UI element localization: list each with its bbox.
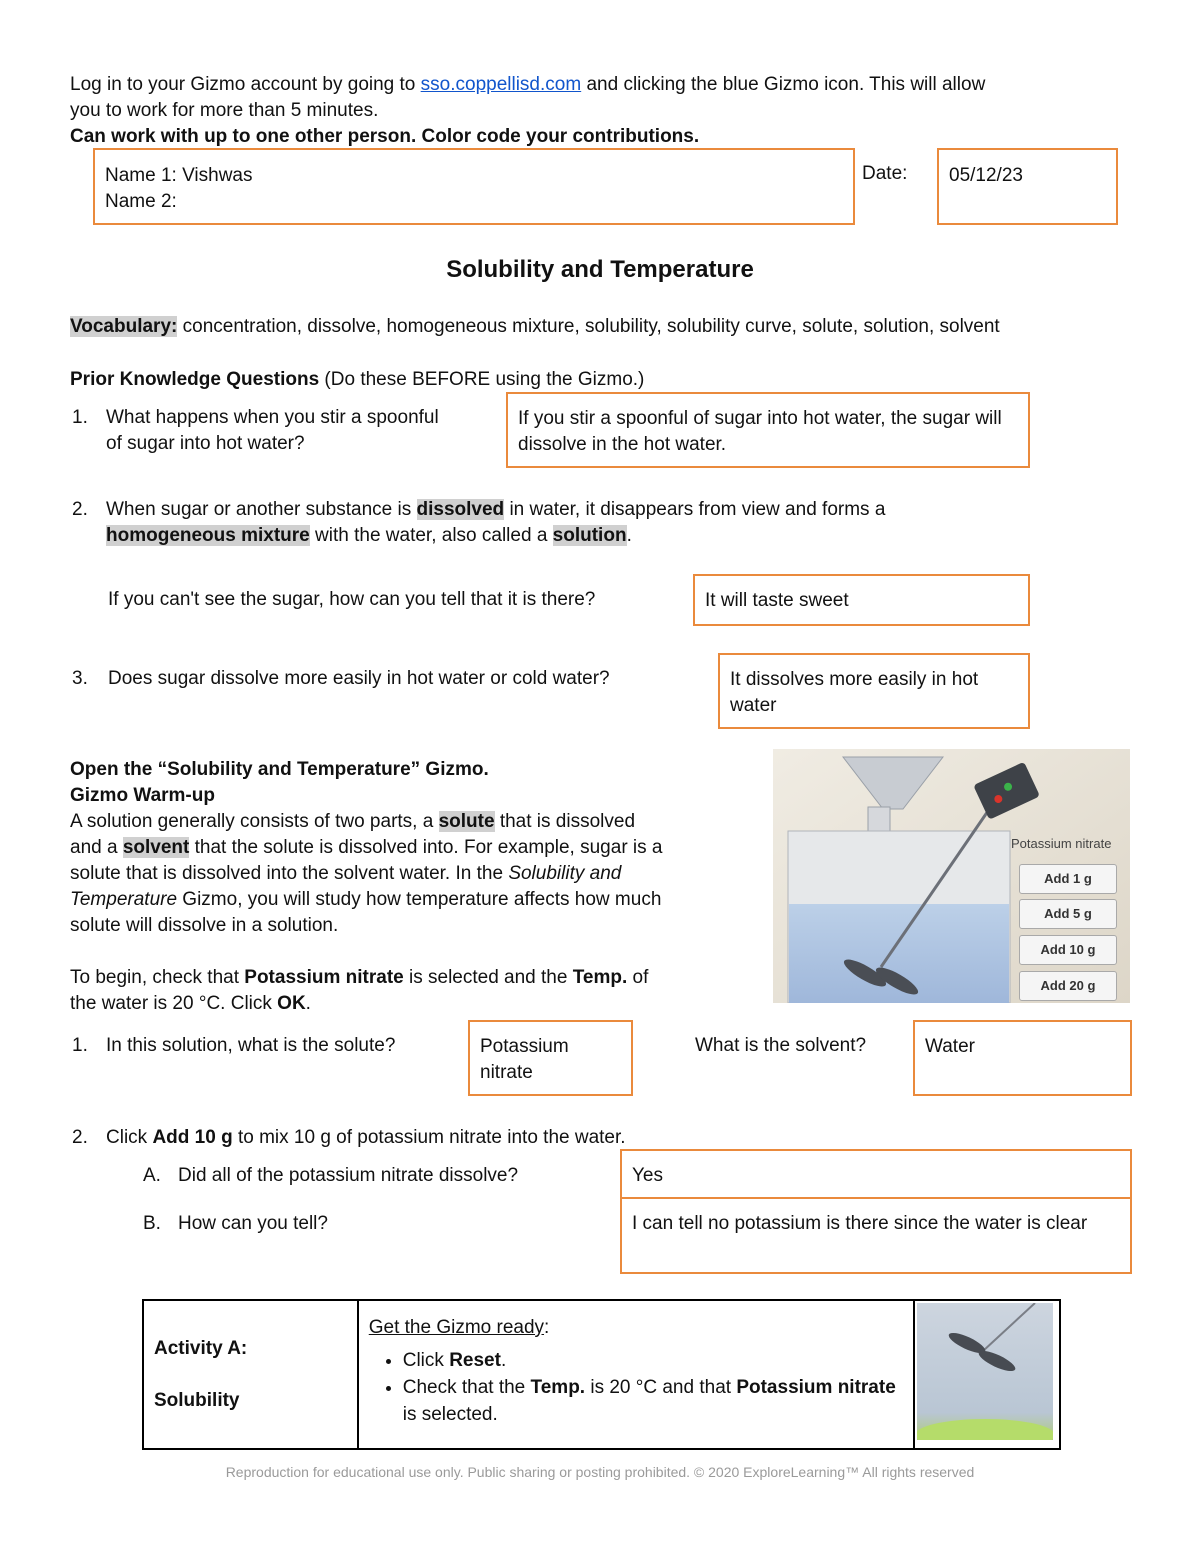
vocabulary-label: Vocabulary:: [70, 316, 178, 337]
answer-prior-2[interactable]: It will taste sweet: [693, 574, 1030, 626]
answer-dissolve[interactable]: Yes: [620, 1149, 1132, 1199]
warmup-heading: Gizmo Warm-up: [70, 785, 215, 806]
page-title: Solubility and Temperature: [446, 256, 754, 283]
activity-instructions-cell: Get the Gizmo ready: • Click Reset. • Check that the Temp. is 20 °C and that Potassium nitrate is selected.: [358, 1300, 915, 1449]
question-number: 2.: [72, 499, 88, 520]
footer-copyright: Reproduction for educational use only. Public sharing or posting prohibited. © 2020 ExploreLearning™ All rights reserved: [225, 1464, 975, 1480]
question-number: 1.: [72, 407, 88, 428]
answer-prior-1[interactable]: If you stir a spoonful of sugar into hot water, the sugar will dissolve in the hot water.: [506, 392, 1030, 468]
vocabulary-line: Vocabulary: concentration, dissolve, homogeneous mixture, solubility, solubility curve, solute, solution, solvent: [70, 316, 1000, 337]
begin-instruction: To begin, check that Potassium nitrate is selected and the Temp. of the water is 20 °C. Click OK.: [70, 967, 649, 1014]
prior-question-2: When sugar or another substance is dissolved in water, it disappears from view and forms a homogeneous mixture with the water, also called a solution.: [106, 499, 886, 546]
prior-question-3: Does sugar dissolve more easily in hot water or cold water?: [108, 668, 610, 689]
names-field[interactable]: [93, 148, 855, 225]
warmup-section: [70, 757, 760, 1017]
warmup-question-1b: What is the solvent?: [695, 1035, 867, 1056]
date-label: Date:: [862, 163, 908, 184]
warmup-question-1a: In this solution, what is the solute?: [106, 1035, 396, 1056]
step-reset: • Click Reset.: [403, 1347, 904, 1374]
open-gizmo-instruction: Open the “Solubility and Temperature” Gizmo.: [70, 759, 489, 780]
collab-note: Can work with up to one other person. Color code your contributions.: [70, 126, 700, 147]
answer-solute[interactable]: Potassium nitrate: [468, 1020, 633, 1096]
sso-link[interactable]: sso.coppellisd.com: [420, 74, 582, 95]
activity-steps: [369, 1347, 904, 1428]
prior-question-2-sub: If you can't see the sugar, how can you tell that it is there?: [108, 589, 596, 610]
sub-question-letter: A.: [143, 1165, 161, 1186]
activity-table: [142, 1299, 1061, 1450]
get-ready-heading: Get the Gizmo ready: [368, 1317, 545, 1338]
question-number: 2.: [72, 1127, 88, 1148]
prior-knowledge-heading: Prior Knowledge Questions (Do these BEFORE using the Gizmo.): [70, 369, 645, 390]
prior-question-1: What happens when you stir a spoonful of sugar into hot water?: [106, 407, 439, 454]
activity-label-cell: [143, 1300, 358, 1449]
warmup-question-2b: How can you tell?: [178, 1213, 328, 1234]
sub-question-letter: B.: [143, 1213, 161, 1234]
question-number: 1.: [72, 1035, 88, 1056]
date-value: 05/12/23: [949, 165, 1023, 186]
answer-prior-3[interactable]: It dissolves more easily in hot water: [718, 653, 1030, 729]
gizmo-substance-label: Potassium nitrate: [1011, 836, 1112, 851]
name1-label: Name 1: Vishwas: [105, 165, 253, 186]
activity-label: Activity A:: [154, 1338, 248, 1359]
stirrer-image: [917, 1303, 1053, 1440]
gizmo-screenshot: [773, 749, 1130, 1003]
answer-how-tell[interactable]: I can tell no potassium is there since the water is clear: [620, 1197, 1132, 1274]
name2-label: Name 2:: [105, 191, 177, 212]
add-5g-button[interactable]: Add 5 g: [1019, 899, 1117, 929]
answer-solvent[interactable]: Water: [913, 1020, 1132, 1096]
warmup-question-2: Click Add 10 g to mix 10 g of potassium nitrate into the water.: [106, 1127, 626, 1148]
intro-text: Log in to your Gizmo account by going to sso.coppellisd.com and clicking the blue Gizmo icon. This will allow you to work for more than 5 minutes. Can work with up to one other person. Color code your contributions.: [70, 74, 986, 147]
warmup-question-2a: Did all of the potassium nitrate dissolve?: [178, 1165, 519, 1186]
add-20g-button[interactable]: Add 20 g: [1019, 971, 1117, 1001]
activity-name: Solubility: [154, 1390, 240, 1411]
activity-image-cell: [914, 1300, 1060, 1449]
step-check-temp: • Check that the Temp. is 20 °C and that Potassium nitrate is selected.: [403, 1374, 904, 1428]
date-field[interactable]: [937, 148, 1118, 225]
warmup-paragraph: A solution generally consists of two parts, a solute that is dissolved and a solvent that the solute is dissolved into. For example, sugar is a solute that is dissolved into the solvent water. In the Solubility and Temperature Gizmo, you will study how temperature affects how much solute will dissolve in a solution.: [70, 811, 663, 936]
add-10g-button[interactable]: Add 10 g: [1019, 935, 1117, 965]
question-number: 3.: [72, 668, 88, 689]
add-1g-button[interactable]: Add 1 g: [1019, 864, 1117, 894]
